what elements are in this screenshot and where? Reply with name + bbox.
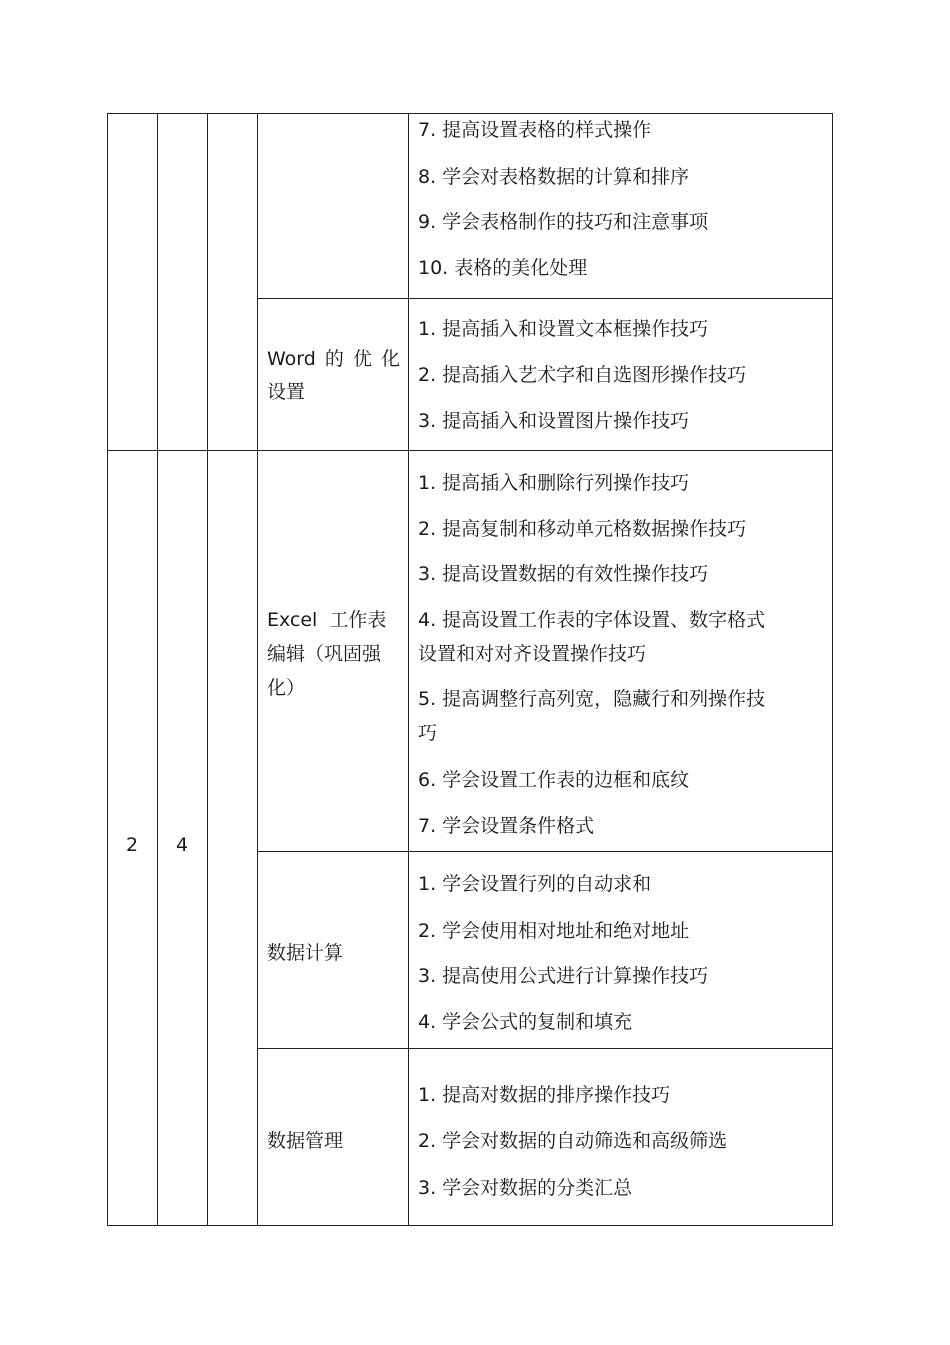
list-item: 9. 学会表格制作的技巧和注意事项 (418, 211, 709, 233)
table-border-top (107, 113, 833, 114)
column-divider (257, 113, 258, 1226)
column-divider (207, 113, 208, 1226)
list-item: 7. 学会设置条件格式 (418, 815, 595, 837)
list-item: 1. 学会设置行列的自动求和 (418, 873, 652, 895)
table-border-bottom (107, 1225, 833, 1226)
list-item: 2. 学会使用相对地址和绝对地址 (418, 920, 690, 942)
topic-label: 数据管理 (267, 1130, 344, 1152)
list-item: 3. 提高使用公式进行计算操作技巧 (418, 965, 709, 987)
topic-label: Word 的 优 化 (267, 348, 400, 370)
topic-label: 设置 (267, 381, 306, 403)
row-divider (257, 298, 833, 299)
list-item: 3. 提高设置数据的有效性操作技巧 (418, 563, 709, 585)
list-item: 6. 学会设置工作表的边框和底纹 (418, 769, 690, 791)
list-item: 1. 提高插入和设置文本框操作技巧 (418, 318, 709, 340)
row-divider (257, 851, 833, 852)
week-number: 2 (125, 834, 139, 856)
list-item: 3. 学会对数据的分类汇总 (418, 1177, 633, 1199)
list-item: 5. 提高调整行高列宽，隐藏行和列操作技 (418, 688, 766, 710)
topic-label: Excel 工作表 (267, 609, 387, 631)
topic-label: 编辑（巩固强 (267, 643, 382, 665)
list-item: 1. 提高对数据的排序操作技巧 (418, 1084, 671, 1106)
list-item: 1. 提高插入和删除行列操作技巧 (418, 472, 690, 494)
topic-label: 化） (267, 677, 306, 699)
table-border-left (107, 113, 108, 1226)
list-item: 4. 提高设置工作表的字体设置、数字格式 (418, 609, 766, 631)
list-item: 3. 提高插入和设置图片操作技巧 (418, 410, 690, 432)
row-divider (257, 1048, 833, 1049)
list-item: 设置和对对齐设置操作技巧 (418, 643, 647, 665)
list-item: 7. 提高设置表格的样式操作 (418, 119, 652, 141)
list-item: 巧 (418, 722, 438, 744)
list-item: 10. 表格的美化处理 (418, 257, 588, 279)
list-item: 2. 提高插入艺术字和自选图形操作技巧 (418, 364, 747, 386)
column-divider (408, 113, 409, 1226)
table-border-right (832, 113, 833, 1226)
list-item: 4. 学会公式的复制和填充 (418, 1011, 633, 1033)
column-divider (157, 113, 158, 1226)
list-item: 2. 学会对数据的自动筛选和高级筛选 (418, 1130, 728, 1152)
list-item: 2. 提高复制和移动单元格数据操作技巧 (418, 518, 747, 540)
topic-label: 数据计算 (267, 942, 344, 964)
row-divider (107, 450, 833, 451)
hours-number: 4 (175, 834, 189, 856)
list-item: 8. 学会对表格数据的计算和排序 (418, 166, 690, 188)
